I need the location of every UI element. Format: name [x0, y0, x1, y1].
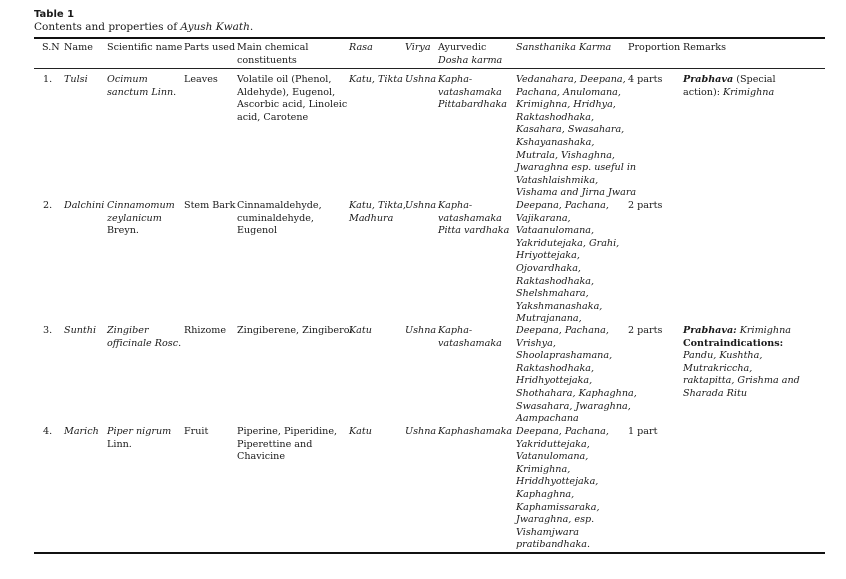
header-rasa: Rasa [349, 42, 373, 53]
cell-scientific-name: Ocimum sanctum Linn. [107, 74, 177, 98]
cell-scientific-name: Cinnamomum zeylanicum Breyn. [107, 200, 175, 237]
top-rule [34, 37, 825, 39]
cell-dosha-karma: Kaphashamaka [438, 426, 513, 437]
header-chemical-constituents: Main chemical constituents [237, 42, 309, 66]
header-rule [34, 68, 825, 69]
cell-rasa: Katu [349, 426, 372, 437]
cell-sn: 3. [43, 325, 53, 336]
bottom-rule [34, 552, 825, 554]
cell-virya: Ushna [405, 74, 437, 85]
cell-proportion: 2 parts [628, 325, 663, 336]
cell-rasa: Katu, Tikta, Madhura [349, 200, 406, 224]
table-title: Contents and properties of Ayush Kwath. [34, 21, 254, 33]
header-scientific-name: Scientific name [107, 42, 183, 53]
cell-virya: Ushna [405, 325, 437, 336]
cell-chemical-constituents: Piperine, Piperidine, Piperettine and Chavicine [237, 426, 338, 463]
cell-remarks: Prabhava: Krimighna Contraindications: Pandu, Kushtha, Mutrakriccha, raktapitta, Grishma and Sharada Ritu [683, 325, 800, 399]
cell-chemical-constituents: Zingiberene, Zingiberol [237, 325, 353, 336]
cell-name: Marich [64, 426, 99, 437]
data-table [34, 0, 825, 579]
header-sn: S.N [42, 42, 60, 53]
header-proportion: Proportion [628, 42, 681, 53]
cell-sansthanika-karma: Deepana, Pachana, Vajikarana, Vataanulomana, Yakridutejaka, Grahi, Hriyottejaka, Ojovardhaka, Raktashodhaka, Shelshmahara, Yakshmanashaka, Mutrajanana, [516, 200, 620, 325]
header-remarks: Remarks [683, 42, 727, 53]
cell-parts-used: Stem Bark [184, 200, 236, 211]
cell-proportion: 4 parts [628, 74, 663, 85]
cell-proportion: 1 part [628, 426, 658, 437]
cell-remarks: Prabhava (Special action): Krimighna [683, 74, 776, 98]
header-sansthanika-karma: Sansthanika Karma [516, 42, 612, 53]
header-parts-used: Parts used [184, 42, 236, 53]
cell-sansthanika-karma: Vedanahara, Deepana, Pachana, Anulomana, Krimighna, Hridhya, Raktashodhaka, Kasahara, Swasahara, Kshayanashaka, Mutrala, Vishaghna, Jwaraghna esp. useful in Vatashlaishmika, Vishama and Jirna Jwara [516, 74, 637, 199]
cell-rasa: Katu, Tikta [349, 74, 403, 85]
cell-parts-used: Rhizome [184, 325, 227, 336]
cell-virya: Ushna [405, 200, 437, 211]
cell-sn: 2. [43, 200, 53, 211]
cell-name: Sunthi [64, 325, 97, 336]
header-name: Name [64, 42, 93, 53]
header-virya: Virya [405, 42, 431, 53]
cell-name: Tulsi [64, 74, 88, 85]
cell-parts-used: Fruit [184, 426, 209, 437]
cell-dosha-karma: Kapha- vatashamaka Pitta vardhaka [438, 200, 510, 237]
cell-sansthanika-karma: Deepana, Pachana, Vrishya, Shoolaprashamana, Raktashodhaka, Hridhyottejaka, Shothahara, Kaphaghna, Swasahara, Jwaraghna, Aampachana [516, 325, 637, 425]
cell-sn: 1. [43, 74, 53, 85]
table-label: Table 1 [34, 9, 75, 20]
cell-chemical-constituents: Cinnamaldehyde, cuminaldehyde, Eugenol [237, 200, 322, 237]
cell-scientific-name: Piper nigrum Linn. [107, 426, 172, 450]
cell-rasa: Katu [349, 325, 372, 336]
cell-scientific-name: Zingiber officinale Rosc. [107, 325, 182, 349]
cell-name: Dalchini [64, 200, 105, 211]
cell-virya: Ushna [405, 426, 437, 437]
header-dosha-karma: Ayurvedic Dosha karma [438, 42, 503, 66]
cell-parts-used: Leaves [184, 74, 218, 85]
cell-dosha-karma: Kapha- vatashamaka Pittabardhaka [438, 74, 507, 111]
cell-sansthanika-karma: Deepana, Pachana, Yakriduttejaka, Vatanulomana, Krimighna, Hriddhyottejaka, Kaphaghna, Kaphamissaraka, Jwaraghna, esp. Vishamjwara pratibandhaka. [516, 426, 609, 551]
cell-chemical-constituents: Volatile oil (Phenol, Aldehyde), Eugenol, Ascorbic acid, Linoleic acid, Carotene [237, 74, 348, 123]
cell-dosha-karma: Kapha- vatashamaka [438, 325, 502, 349]
cell-proportion: 2 parts [628, 200, 663, 211]
cell-sn: 4. [43, 426, 53, 437]
